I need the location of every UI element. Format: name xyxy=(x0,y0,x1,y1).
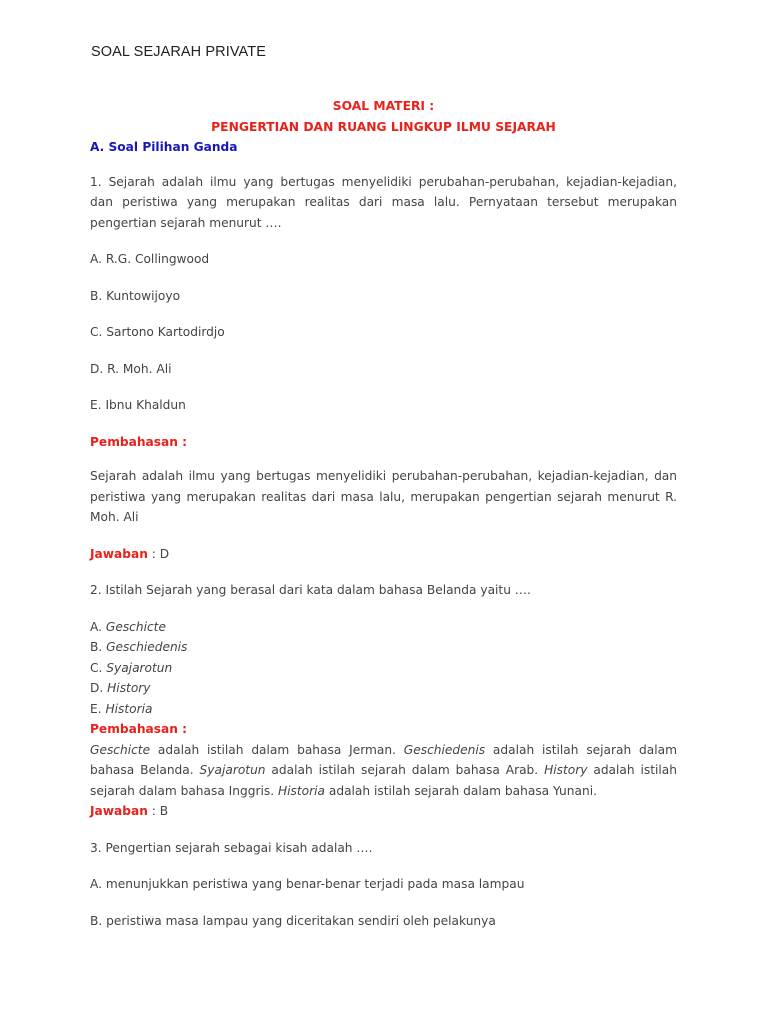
q2-jawaban xyxy=(90,801,677,822)
q2-option-d xyxy=(90,678,677,699)
q1-jawaban-value: : D xyxy=(147,546,170,561)
question-2: 2. Istilah Sejarah yang berasal dari kata dalam bahasa Belanda yaitu …. xyxy=(90,583,531,597)
q2-option-a-letter: A. xyxy=(90,619,106,634)
q2-pembahasan-label: Pembahasan : xyxy=(90,722,188,736)
q1-pembahasan-label: Pembahasan : xyxy=(90,434,188,449)
term-5-desc: adalah istilah sejarah dalam bahasa Yunani. xyxy=(324,783,597,798)
term-2: Geschiedenis xyxy=(403,742,486,757)
q3-option-b: B. peristiwa masa lampau yang diceritakan sendiri oleh pelakunya xyxy=(90,913,496,928)
q1-jawaban xyxy=(90,544,677,565)
q2-option-c-letter: C. xyxy=(90,660,107,675)
title-line-1: SOAL MATERI : xyxy=(332,99,435,113)
q1-option-c: C. Sartono Kartodirdjo xyxy=(90,325,225,339)
q2-option-b xyxy=(90,637,677,658)
term-3-desc: adalah istilah sejarah dalam bahasa Arab. xyxy=(265,763,545,777)
q1-option-b: B. Kuntowijoyo xyxy=(90,288,181,303)
q2-option-e-word: Historia xyxy=(105,701,153,716)
title-line-2: PENGERTIAN DAN RUANG LINGKUP ILMU SEJARAH xyxy=(211,119,556,134)
term-5: Historia xyxy=(277,783,325,798)
q1-option-d: D. R. Moh. Ali xyxy=(90,361,172,376)
q1-pembahasan-text: Sejarah adalah ilmu yang bertugas menyelidiki perubahan-perubahan, kejadian-kejadian, dan peristiwa yang merupakan realitas dari masa lalu, merupakan pengertian sejarah menurut R. Moh. Ali xyxy=(90,469,677,524)
q2-option-d-letter: D. xyxy=(90,681,108,695)
q1-option-a: A. R.G. Collingwood xyxy=(90,252,210,266)
q2-option-d-word: History xyxy=(107,681,151,695)
q2-jawaban-value: : B xyxy=(147,804,169,818)
q2-option-e-letter: E. xyxy=(90,701,106,716)
q2-option-a-word: Geschicte xyxy=(105,619,166,634)
term-1-desc: adalah istilah dalam bahasa Jerman. xyxy=(150,742,404,757)
q2-option-c xyxy=(90,658,677,679)
term-4: History xyxy=(544,763,588,777)
q2-option-e xyxy=(90,699,677,720)
q2-jawaban-label: Jawaban xyxy=(90,804,148,818)
q2-option-c-word: Syajarotun xyxy=(106,660,173,675)
question-3: 3. Pengertian sejarah sebagai kisah adalah …. xyxy=(90,840,373,855)
q2-option-b-letter: B. xyxy=(90,640,107,654)
term-3: Syajarotun xyxy=(199,763,266,777)
page-header: SOAL SEJARAH PRIVATE xyxy=(91,44,266,60)
section-heading: A. Soal Pilihan Ganda xyxy=(90,140,238,154)
q2-option-b-word: Geschiedenis xyxy=(106,640,188,654)
q1-option-e: E. Ibnu Khaldun xyxy=(90,398,186,412)
term-2-desc: adalah istilah sejarah dalam bahasa Belanda. xyxy=(90,742,677,777)
q2-options xyxy=(90,617,677,720)
document-body xyxy=(90,96,677,931)
question-1: 1. Sejarah adalah ilmu yang bertugas menyelidiki perubahan-perubahan, kejadian-kejadian, dan peristiwa yang merupakan realitas dari masa lalu. Pernyataan tersebut merupakan pengertian sejarah menurut …. xyxy=(90,174,677,230)
q2-option-a xyxy=(90,617,677,638)
q2-pembahasan-text xyxy=(90,740,677,802)
term-1: Geschicte xyxy=(90,742,151,757)
q1-jawaban-label: Jawaban xyxy=(90,546,148,561)
term-4-desc: adalah istilah sejarah dalam bahasa Inggris. xyxy=(90,763,677,798)
q3-option-a: A. menunjukkan peristiwa yang benar-benar terjadi pada masa lampau xyxy=(90,877,525,891)
